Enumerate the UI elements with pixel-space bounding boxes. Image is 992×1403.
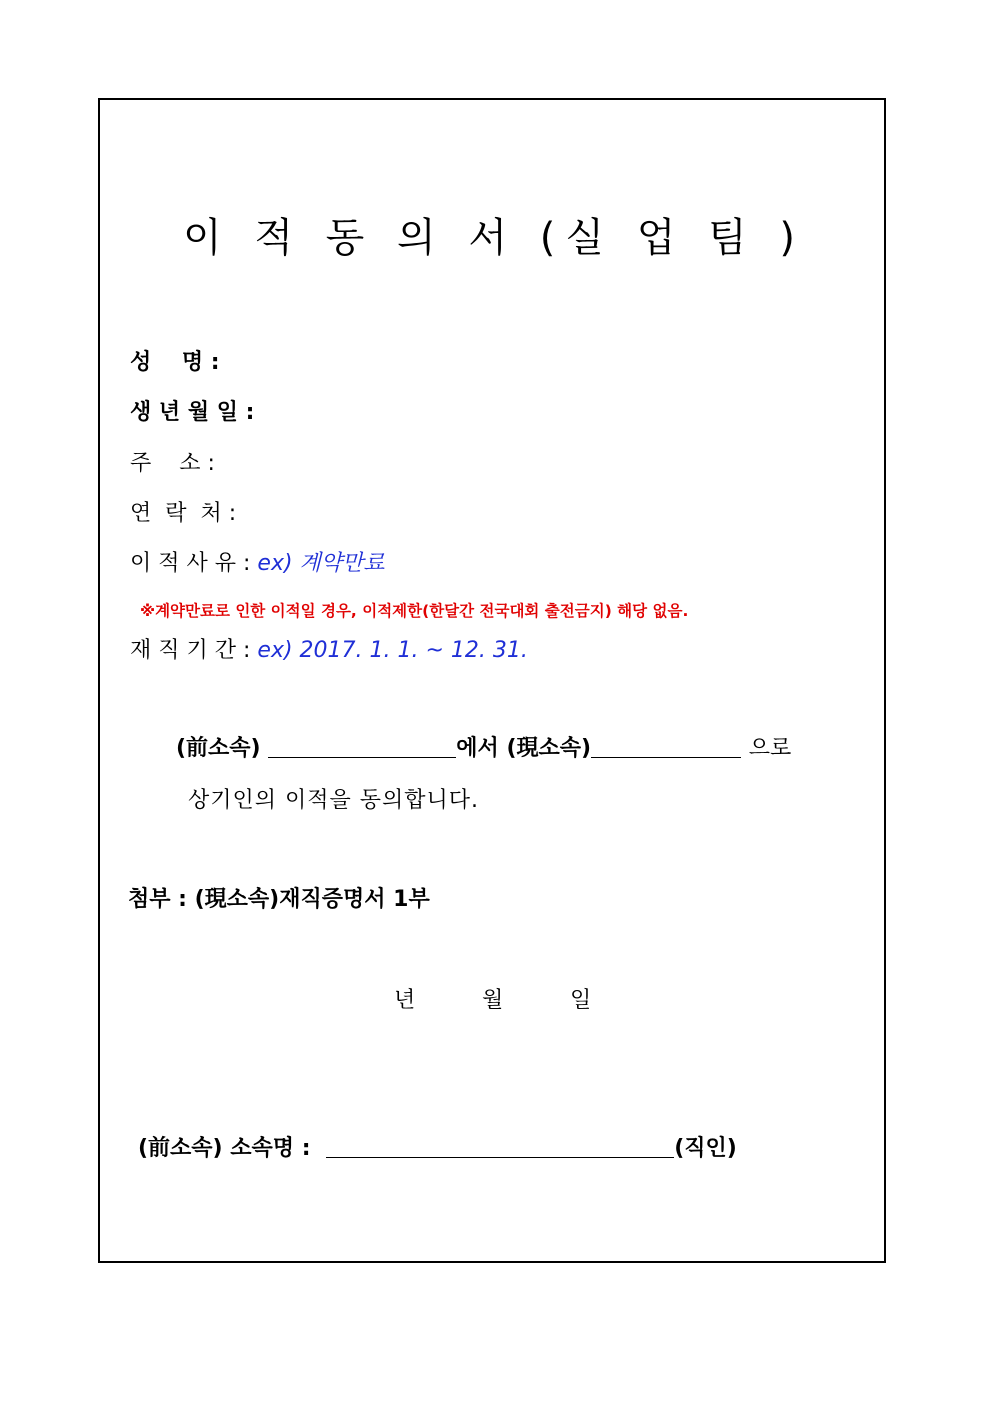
attachment-line: 첨부 : (現소속)재직증명서 1부 xyxy=(128,887,430,912)
document-title: 이 적 동 의 서 (실 업 팀 ) xyxy=(182,215,806,261)
name-label: 성 명 : xyxy=(130,350,220,375)
reason-label: 이 적 사 유 : xyxy=(130,551,251,576)
current-team-blank[interactable] xyxy=(591,737,741,758)
employment-period-field xyxy=(130,636,528,666)
transfer-restriction-note: ※계약만료로 인한 이적일 경우, 이적제한(한달간 전국대회 출전금지) 해당 없음. xyxy=(140,602,689,620)
employment-period-label: 재 직 기 간 : xyxy=(130,638,251,663)
contact-field xyxy=(130,499,236,529)
to-suffix: 으로 xyxy=(748,736,792,761)
date-year: 년 xyxy=(394,988,416,1013)
name-field xyxy=(130,348,220,378)
signature-team-name-blank[interactable] xyxy=(326,1137,674,1158)
consent-statement: 상기인의 이적을 동의합니다. xyxy=(188,788,480,813)
transfer-statement xyxy=(176,734,791,764)
date-day: 일 xyxy=(570,988,592,1013)
birthdate-field xyxy=(130,398,254,428)
current-team-label: (現소속) xyxy=(506,736,592,761)
document-frame xyxy=(98,98,886,1263)
birthdate-label: 생 년 월 일 : xyxy=(130,400,255,425)
signature-team-name-label: 소속명 : xyxy=(230,1136,311,1161)
employment-period-value: ex) 2017. 1. 1. ~ 12. 31. xyxy=(257,638,528,663)
previous-team-blank[interactable] xyxy=(268,737,456,758)
signature-previous-team: (前소속) xyxy=(138,1136,223,1161)
previous-team-label: (前소속) xyxy=(176,736,261,761)
contact-label: 연 락 처 : xyxy=(130,501,237,526)
address-field xyxy=(130,449,215,479)
signature-line xyxy=(138,1134,737,1164)
reason-field xyxy=(130,549,385,579)
reason-value: ex) 계약만료 xyxy=(257,551,385,576)
signature-seal: (직인) xyxy=(674,1136,737,1161)
from-suffix: 에서 xyxy=(456,736,499,761)
date-month: 월 xyxy=(482,988,504,1013)
address-label: 주 소 : xyxy=(130,451,215,476)
